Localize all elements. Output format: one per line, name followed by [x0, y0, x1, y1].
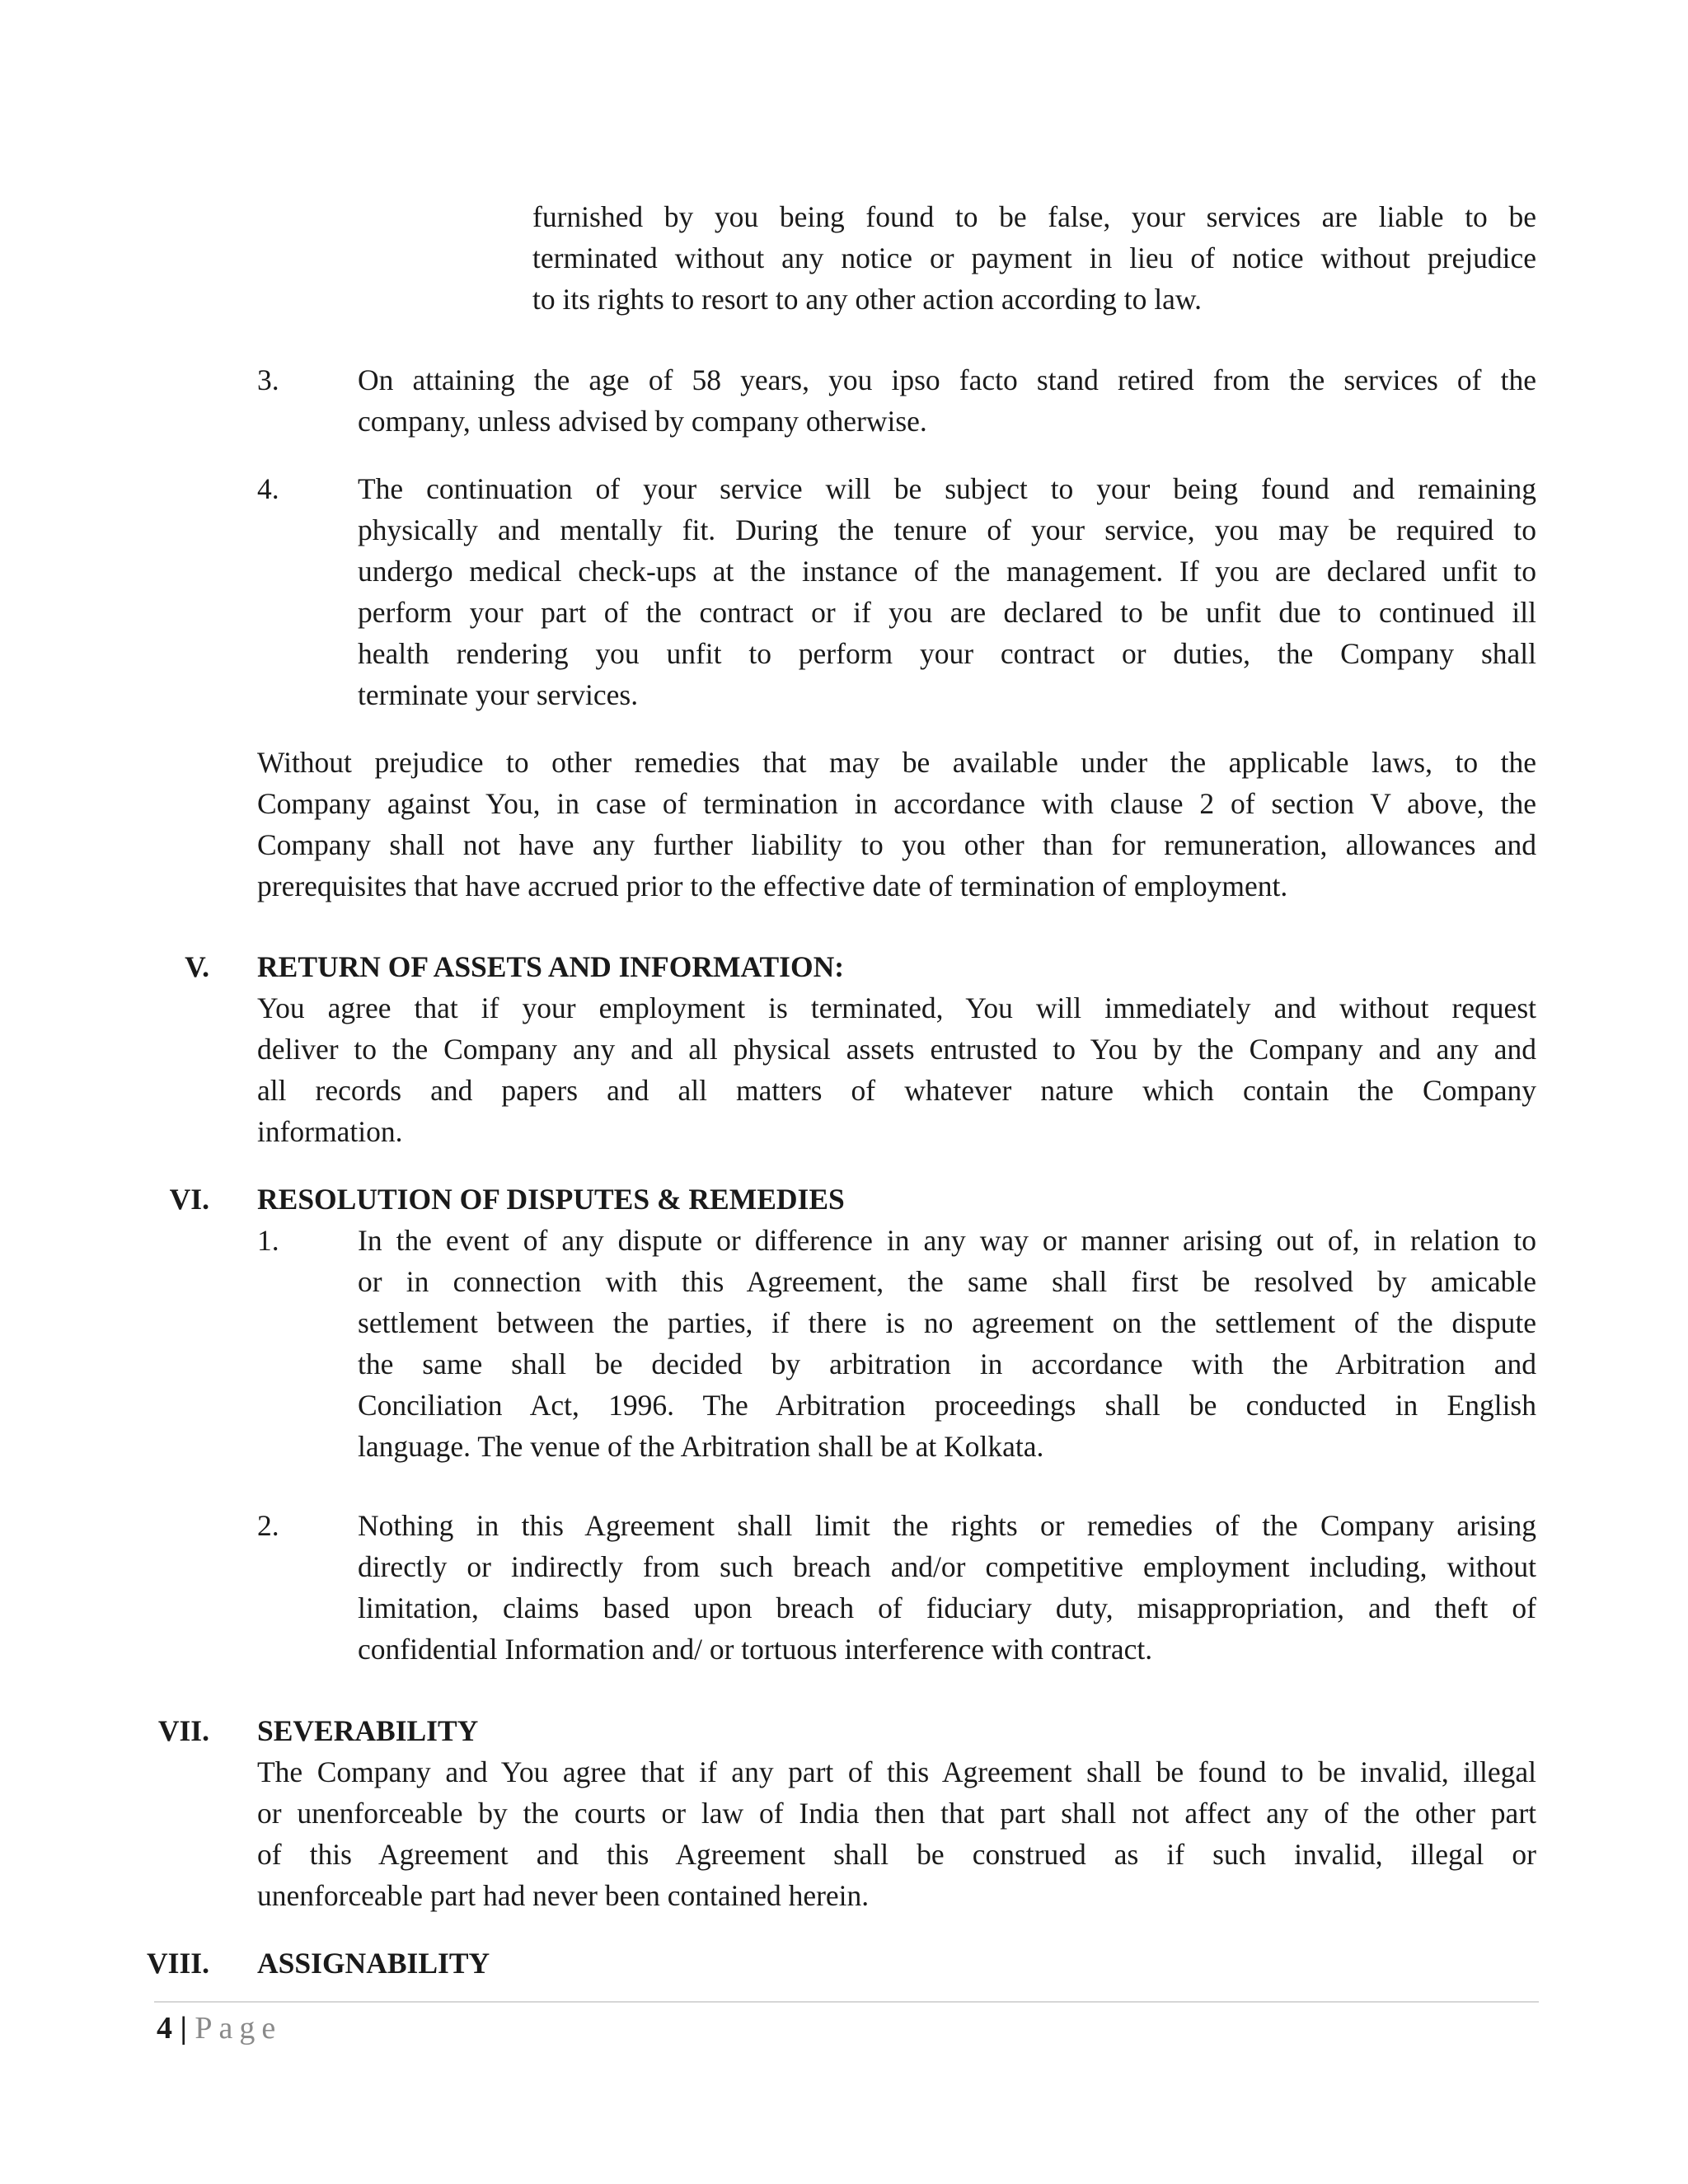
- footer-separator: |: [180, 2011, 187, 2046]
- text-line: settlement between the parties, if there is no agreement on the settlement of the dispute: [358, 1306, 1536, 1339]
- text-line: You agree that if your employment is terminated, You will immediately and without request: [257, 991, 1536, 1024]
- text-line: Company against You, in case of termination in accordance with clause 2 of section V above, the: [257, 787, 1536, 820]
- page-label: Page: [195, 2011, 283, 2046]
- text-line: terminated without any notice or payment in lieu of notice without prejudice: [532, 241, 1536, 274]
- text-line: Nothing in this Agreement shall limit the rights or remedies of the Company arising: [358, 1509, 1536, 1542]
- section-heading: ASSIGNABILITY: [257, 1947, 490, 1980]
- text-line: Without prejudice to other remedies that may be available under the applicable laws, to the: [257, 746, 1536, 779]
- section-number: V.: [185, 950, 209, 983]
- text-line: Conciliation Act, 1996. The Arbitration proceedings shall be conducted in English: [358, 1389, 1536, 1422]
- text-line: information.: [257, 1115, 403, 1148]
- text-line: terminate your services.: [358, 678, 639, 711]
- section-number: VI.: [169, 1183, 209, 1216]
- item-number: 3.: [257, 363, 279, 396]
- page-footer: [157, 2008, 282, 2049]
- section-7-paragraph: [257, 1751, 1536, 1916]
- text-line: On attaining the age of 58 years, you ipso facto stand retired from the services of the: [358, 363, 1536, 396]
- item-3-paragraph: [358, 359, 1536, 442]
- text-line: or in connection with this Agreement, the same shall first be resolved by amicable: [358, 1265, 1536, 1298]
- item-number: 2.: [257, 1509, 279, 1542]
- section-6-item-1-paragraph: [358, 1220, 1536, 1467]
- footer-rule: [154, 2001, 1539, 2003]
- section-5-paragraph: [257, 987, 1536, 1152]
- text-line: of this Agreement and this Agreement shall be construed as if such invalid, illegal or: [257, 1838, 1536, 1871]
- text-line: health rendering you unfit to perform your contract or duties, the Company shall: [358, 637, 1536, 670]
- text-line: furnished by you being found to be false, your services are liable to be: [532, 200, 1536, 233]
- text-line: prerequisites that have accrued prior to the effective date of termination of employment.: [257, 869, 1288, 902]
- section-heading: RETURN OF ASSETS AND INFORMATION:: [257, 950, 845, 983]
- text-line: Company shall not have any further liability to you other than for remuneration, allowances and: [257, 828, 1536, 861]
- item-4-paragraph: [358, 468, 1536, 715]
- continuation-paragraph: [532, 196, 1536, 320]
- section-number: VIII.: [147, 1947, 209, 1980]
- section-number: VII.: [157, 1714, 209, 1747]
- item-number: 4.: [257, 472, 279, 505]
- section-6-item-2-paragraph: [358, 1505, 1536, 1670]
- text-line: limitation, claims based upon breach of fiduciary duty, misappropriation, and theft of: [358, 1591, 1536, 1624]
- section-heading: RESOLUTION OF DISPUTES & REMEDIES: [257, 1183, 845, 1216]
- text-line: perform your part of the contract or if you are declared to be unfit due to continued ill: [358, 596, 1536, 629]
- text-line: undergo medical check-ups at the instance of the management. If you are declared unfit to: [358, 555, 1536, 588]
- text-line: the same shall be decided by arbitration in accordance with the Arbitration and: [358, 1347, 1536, 1380]
- text-line: confidential Information and/ or tortuous interference with contract.: [358, 1633, 1153, 1666]
- text-line: unenforceable part had never been contained herein.: [257, 1879, 870, 1912]
- text-line: all records and papers and all matters of whatever nature which contain the Company: [257, 1074, 1536, 1107]
- text-line: In the event of any dispute or difference in any way or manner arising out of, in relation to: [358, 1224, 1536, 1257]
- text-line: physically and mentally fit. During the tenure of your service, you may be required to: [358, 513, 1536, 546]
- section-heading: SEVERABILITY: [257, 1714, 479, 1747]
- text-line: The continuation of your service will be subject to your being found and remaining: [358, 472, 1536, 505]
- without-prejudice-paragraph: [257, 742, 1536, 907]
- text-line: company, unless advised by company otherwise.: [358, 405, 927, 438]
- text-line: to its rights to resort to any other action according to law.: [532, 283, 1203, 316]
- page-number: 4: [157, 2011, 172, 2046]
- item-number: 1.: [257, 1224, 279, 1257]
- text-line: directly or indirectly from such breach and/or competitive employment including, without: [358, 1550, 1536, 1583]
- text-line: language. The venue of the Arbitration shall be at Kolkata.: [358, 1430, 1044, 1463]
- text-line: deliver to the Company any and all physical assets entrusted to You by the Company and any and: [257, 1033, 1536, 1066]
- text-line: The Company and You agree that if any part of this Agreement shall be found to be invalid, illegal: [257, 1755, 1536, 1788]
- text-line: or unenforceable by the courts or law of India then that part shall not affect any of the other part: [257, 1797, 1536, 1830]
